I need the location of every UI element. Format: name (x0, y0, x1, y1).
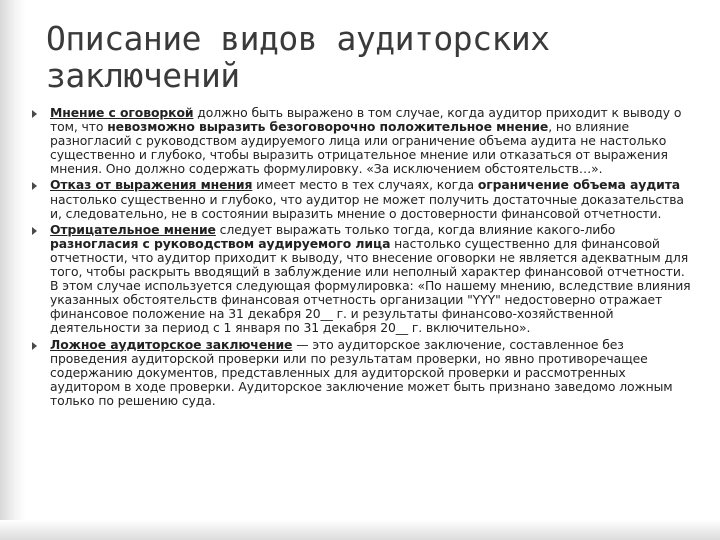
item-term: Ложное аудиторское заключение (50, 336, 293, 352)
slide-left-shadow (0, 0, 26, 540)
list-item (32, 223, 692, 336)
triangle-bullet-icon (32, 227, 37, 235)
item-body-end: , но влияние разногласий с руководством аудируемого лица или ограничение объема аудита не настолько существенно и глубоко, чтобы выразить отрицательное мнение или отказаться от выражения мнения. Оно должно содержать формулировку. «За исключением обстоятельств…». (50, 119, 668, 177)
list-item (32, 338, 692, 408)
slide-title: Описание видов аудиторских заключений (46, 19, 550, 95)
item-emphasis: ограничение объема аудита (477, 177, 681, 193)
list-item (32, 106, 692, 176)
item-body: должно быть выражено в том случае, когда аудитор приходит к выводу о том, что (50, 105, 682, 135)
item-text (50, 223, 692, 336)
item-body: — это аудиторское заключение, составленное без проведения аудиторской проверки или по результатам проверки, но явно противоречащее содержанию документов, представленных для аудиторской проверки и рассмотренных аудитором в ходе проверки. Аудиторское заключение может быть признано заведомо ложным только по решению суда. (50, 336, 673, 408)
slide-bottom-shadow (0, 520, 720, 540)
item-text (50, 178, 692, 220)
item-body-end: настолько существенно для финансовой отчетности, что аудитор приходит к выводу, что внесение оговорки не является адекватным для того, чтобы раскрыть вводящий в заблуждение или неполный характер финансовой отчетности. В этом случае используется следующая формулировка: «По нашему мнению, вследствие влияния указанных обстоятельств финансовая отчетность организации "YYY" недостоверно отражает финансовое положение на 31 декабря 20__ г. и результаты финансово-хозяйственной деятельности за период с 1 января по 31 декабря 20__ г. включительно». (50, 235, 691, 336)
item-emphasis: невозможно выразить безоговорочно положительное мнение (107, 119, 549, 135)
triangle-bullet-icon (32, 110, 37, 118)
triangle-bullet-icon (32, 182, 37, 190)
item-body: следует выражать только тогда, когда влияние какого-либо (215, 221, 616, 237)
item-term: Отказ от выражения мнения (50, 177, 253, 193)
item-emphasis: разногласия с руководством аудируемого лица (50, 235, 391, 251)
bullet-list (32, 106, 692, 408)
triangle-bullet-icon (32, 342, 37, 350)
item-text (50, 106, 692, 176)
item-term: Отрицательное мнение (50, 221, 216, 237)
item-term: Мнение с оговоркой (50, 105, 194, 120)
item-body-end: настолько существенно и глубоко, что аудитор не может получить достаточные доказательства и, следовательно, не в состоянии выразить мнение о достоверности финансовой отчетности. (50, 191, 684, 221)
item-body: имеет место в тех случаях, когда (252, 177, 478, 193)
list-item (32, 178, 692, 220)
item-text (50, 338, 692, 408)
